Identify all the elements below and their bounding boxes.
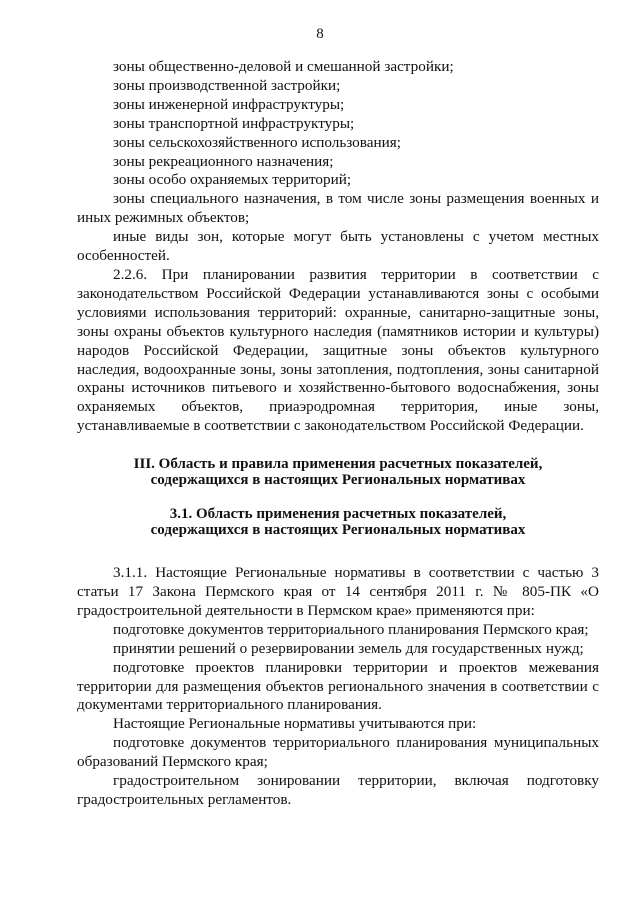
section-heading-line: III. Область и правила применения расчетных показателей, — [133, 456, 543, 473]
paragraph: зоны рекреационного назначения; — [113, 152, 334, 170]
paragraph: зоны транспортной инфраструктуры; — [113, 114, 355, 132]
paragraph: принятии решений о резервировании земель для государственных нужд; — [113, 639, 584, 657]
paragraph: зоны инженерной инфраструктуры; — [113, 95, 345, 113]
paragraph: подготовке документов территориального планирования муниципальных образований Пермского края; — [77, 734, 599, 771]
paragraph: зоны специального назначения, в том числе зоны размещения военных и иных режимных объектов; — [77, 190, 599, 227]
section-heading-line: содержащихся в настоящих Региональных нормативах — [150, 472, 526, 489]
subsection-heading-line: 3.1. Область применения расчетных показателей, — [169, 506, 507, 523]
section-heading — [77, 456, 599, 488]
paragraph-2-2-6: 2.2.6. При планировании развития территории в соответствии с законодательством Российской Федерации устанавливаются зоны с особыми условиями использования территорий: охранные, санитарно-защитные зоны, зоны охраны объектов культурного наследия (памятников истории и культуры) народов Российской Федерации, защитные зоны объектов культурного наследия, водоохранные зоны, зоны затопления, подтопления, зоны санитарной охраны источников питьевого и хозяйственно-бытового водоснабжения, зоны охраняемых объектов, приаэродромная территория, иные зоны, устанавливаемые в соответствии с законодательством Российской Федерации. — [77, 265, 599, 435]
paragraph: подготовке проектов планировки территории и проектов межевания территории для размещения объектов регионального значения в соответствии с документами территориального планирования. — [77, 658, 599, 714]
paragraph: зоны сельскохозяйственного использования; — [113, 133, 401, 151]
paragraph: подготовке документов территориального планирования Пермского края; — [113, 620, 589, 638]
paragraph: зоны особо охраняемых территорий; — [113, 171, 352, 189]
page-number: 8 — [316, 26, 324, 42]
paragraph-3-1-1: 3.1.1. Настоящие Региональные нормативы в соответствии с частью 3 статьи 17 Закона Пермского края от 14 сентября 2011 г. № 805-ПК «О градостроительной деятельности в Пермском крае» применяются при: — [77, 564, 599, 619]
paragraph: иные виды зон, которые могут быть установлены с учетом местных особенностей. — [77, 228, 599, 265]
paragraph: Настоящие Региональные нормативы учитываются при: — [113, 715, 477, 733]
paragraph: градостроительном зонировании территории, включая подготовку градостроительных регламентов. — [77, 772, 599, 808]
subsection-heading — [77, 506, 599, 538]
paragraph: зоны общественно-деловой и смешанной застройки; — [113, 58, 454, 75]
paragraph: зоны производственной застройки; — [113, 76, 341, 94]
subsection-heading-line: содержащихся в настоящих Региональных нормативах — [150, 522, 526, 539]
document-body — [77, 58, 599, 810]
